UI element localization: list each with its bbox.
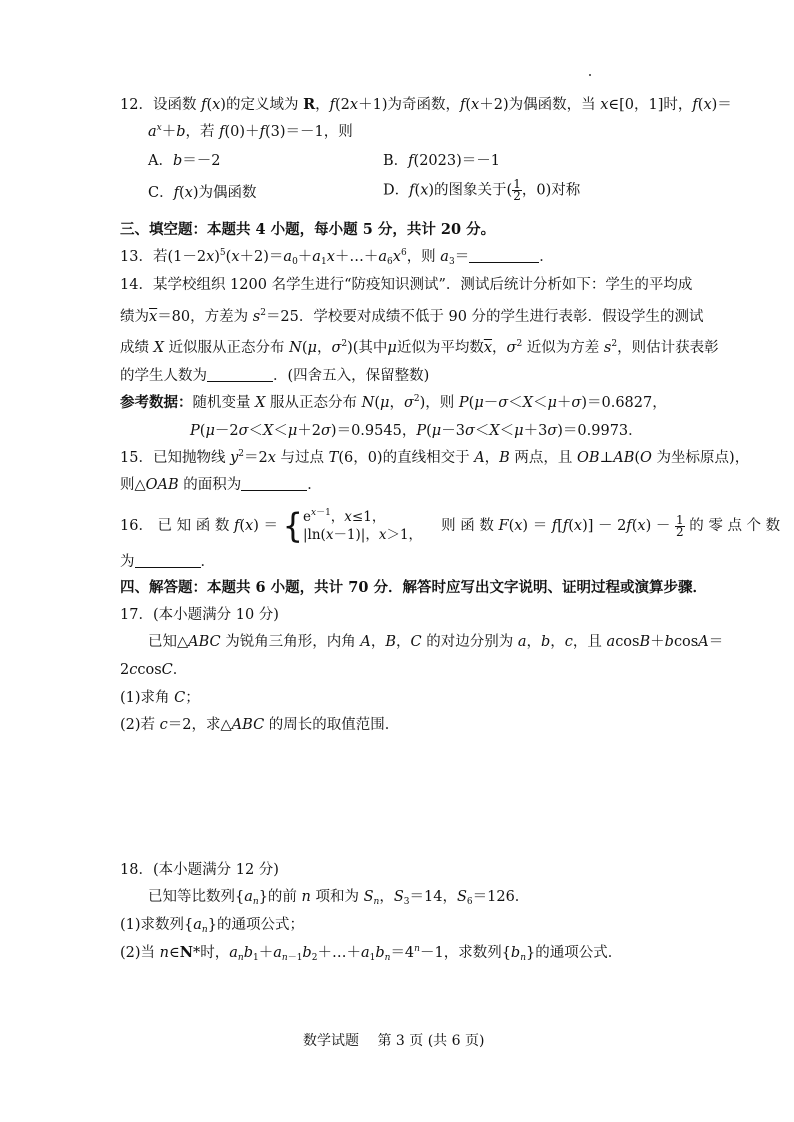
q14-ref-line2: P(μ－2σ＜X＜μ＋2σ)＝0.9545，P(μ－3σ＜X＜μ＋3σ)＝0.9973． xyxy=(190,423,643,439)
q12-option-a[interactable]: A．b＝－2 xyxy=(148,153,221,169)
q12-option-b[interactable]: B．f(2023)＝－1 xyxy=(383,153,500,169)
q13: 13．若$(1-2x)^5(x+2)=a_0+a_1x+\dots+a_6x^6$，则 $a_3=$ ． xyxy=(120,248,554,267)
q17-sub1: (1)求角 C； xyxy=(120,690,200,706)
q15-answer-blank[interactable] xyxy=(241,475,307,491)
q18-stem: 已知等比数列$\{a_n\}$的前 n 项和为 $S_n$，$S_3=14$，$S_6=126$． xyxy=(148,889,530,907)
q14-line4: 的学生人数为 ．(四舍五入，保留整数) xyxy=(120,368,430,384)
q15-line1: 15．已知抛物线 $y^2=2x$ 与过点 T(6，0)的直线相交于 A，B 两点，且 OB⊥AB(O 为坐标原点)， xyxy=(120,449,750,466)
q17-title: 17．(本小题满分 10 分) xyxy=(120,607,279,623)
q13-answer-blank[interactable] xyxy=(469,247,539,263)
q14-line2: 绩为$\overline{x}=80$，方差为 $s^2=25$．学校要对成绩不低于 90 分的学生进行表彰．假设学生的测试 xyxy=(120,308,704,325)
q14-answer-blank[interactable] xyxy=(207,366,273,382)
q16-line2: 为 ． xyxy=(120,554,215,570)
q18-sub1: (1)求数列$\{a_n\}$的通项公式； xyxy=(120,917,304,935)
q14-line3: 成绩 X 近似服从正态分布 N(μ，$\sigma^2$)(其中μ近似为平均数$\overline{x}$，$\sigma^2$ 近似为方差 $s^2$，则估计获表彰 xyxy=(120,339,719,356)
q17-stem-line1: 已知△ABC 为锐角三角形，内角 A，B，C 的对边分别为 a，b，c，且 acosB＋bcosA＝ xyxy=(148,634,724,650)
q12-option-d[interactable]: D．f(x)的图象关于( $\frac{1}{2}$ ，0)对称 xyxy=(383,177,581,203)
q12-option-c[interactable]: C．f(x)为偶函数 xyxy=(148,185,257,201)
q17-stem-line2: 2ccosC． xyxy=(120,662,188,678)
q12-line1: 12．设函数 f(x)的定义域为 R，f(2x＋1)为奇函数，f(x＋2)为偶函数，当 x∈[0，1]时，f(x)＝ xyxy=(120,96,732,113)
q18-title: 18．(本小题满分 12 分) xyxy=(120,862,279,878)
q16-line1: 16． 已 知 函 数 f(x) ＝ { $e^{x-1}$，x≤1， |ln(x－1)|，x＞1， 则 函 数 F(x) ＝ f[f(x)] － 2f(x) － $\frac{1}{2}$ 的 零 点 个 数 xyxy=(120,506,781,546)
page-footer: 数学试题 第 3 页 (共 6 页) xyxy=(303,1033,485,1049)
q15-line2: 则△OAB 的面积为 ． xyxy=(120,477,322,493)
section-4-heading: 四、解答题：本题共 6 小题，共计 70 分．解答时应写出文字说明、证明过程或演算步骤． xyxy=(120,579,707,596)
q16-answer-blank[interactable] xyxy=(135,552,201,568)
q14-ref-line1: 参考数据：随机变量 X 服从正态分布 N(μ，$\sigma^2$)，则 P(μ－σ＜X＜μ＋σ)＝0.6827， xyxy=(120,394,667,411)
ref-label: 参考数据： xyxy=(120,394,193,411)
q18-sub2: (2)当 n∈N*时，$a_nb_1+a_{n-1}b_2+\dots+a_1b_n=4^n-1$，求数列$\{b_n\}$的通项公式． xyxy=(120,944,623,963)
q12-line2: $a^x+b$，若 f(0)＋f(3)＝－1，则 xyxy=(148,123,353,140)
q17-sub2: (2)若 c＝2，求△ABC 的周长的取值范围． xyxy=(120,717,400,733)
section-3-heading: 三、填空题：本题共 4 小题，每小题 5 分，共计 20 分。 xyxy=(120,221,496,238)
stray-mark xyxy=(589,74,591,76)
q14-line1: 14．某学校组织 1200 名学生进行“防疫知识测试”．测试后统计分析如下：学生的平均成 xyxy=(120,277,693,293)
